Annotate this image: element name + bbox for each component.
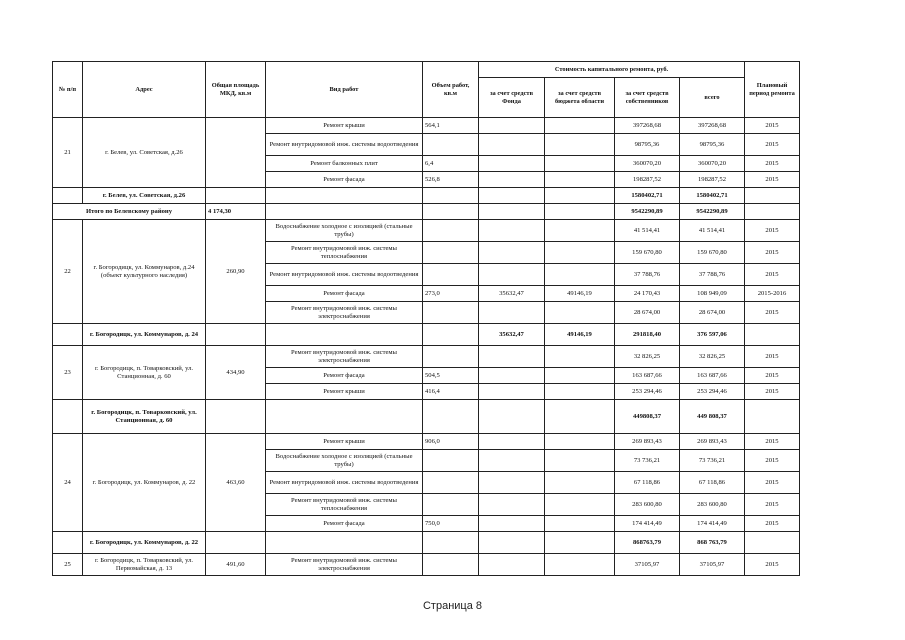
row-period: 2015: [745, 368, 800, 384]
district-total-label: Итого по Белевскому району: [53, 204, 206, 220]
row-period: 2015: [745, 450, 800, 472]
subtotal-owners: 1580402,71: [615, 188, 680, 204]
district-work-blank: [266, 204, 423, 220]
row-period: 2015: [745, 434, 800, 450]
subtotal-num-blank: [53, 400, 83, 434]
row-region: [545, 494, 615, 516]
row-total: 32 826,25: [680, 346, 745, 368]
row-region: [545, 134, 615, 156]
row-owners: 41 514,41: [615, 220, 680, 242]
row-num: 25: [53, 554, 83, 576]
row-fund: [479, 368, 545, 384]
row-volume: [423, 302, 479, 324]
row-address: г. Богородицк, п. Товарковский, ул. Станционная, д. 60: [83, 346, 206, 400]
row-fund: [479, 434, 545, 450]
row-total: 253 294,46: [680, 384, 745, 400]
row-area: 491,60: [206, 554, 266, 576]
subtotal-total: 449 808,37: [680, 400, 745, 434]
row-volume: 526,8: [423, 172, 479, 188]
row-region: [545, 346, 615, 368]
row-period: 2015: [745, 220, 800, 242]
row-owners: 159 670,80: [615, 242, 680, 264]
col-header-region: за счет средств бюджета области: [545, 78, 615, 118]
row-period: 2015: [745, 346, 800, 368]
row-work: Ремонт фасада: [266, 368, 423, 384]
col-header-period: Плановый период ремонта: [745, 62, 800, 118]
subtotal-period: [745, 324, 800, 346]
row-region: [545, 302, 615, 324]
row-work: Ремонт внутридомовой инж. системы водоотведения: [266, 264, 423, 286]
district-fund-blank: [479, 204, 545, 220]
row-total: 269 893,43: [680, 434, 745, 450]
row-owners: 397268,68: [615, 118, 680, 134]
row-owners: 24 170,43: [615, 286, 680, 302]
row-owners: 174 414,49: [615, 516, 680, 532]
header-row: [53, 62, 800, 78]
row-period: 2015: [745, 554, 800, 576]
col-header-num: № п/п: [53, 62, 83, 118]
subtotal-row: [53, 400, 800, 434]
table-row: [53, 434, 800, 450]
subtotal-period: [745, 188, 800, 204]
subtotal-area-blank: [206, 532, 266, 554]
subtotal-num-blank: [53, 532, 83, 554]
row-region: [545, 472, 615, 494]
row-work: Ремонт внутридомовой инж. системы электроснабжения: [266, 346, 423, 368]
subtotal-area-blank: [206, 324, 266, 346]
row-owners: 28 674,00: [615, 302, 680, 324]
district-volume-blank: [423, 204, 479, 220]
row-owners: 37105,97: [615, 554, 680, 576]
row-period: 2015: [745, 156, 800, 172]
row-volume: [423, 554, 479, 576]
row-address: г. Богородицк, ул. Коммунаров, д.24 (объект культурного наследия): [83, 220, 206, 324]
row-area: [206, 118, 266, 188]
subtotal-work-blank: [266, 324, 423, 346]
subtotal-region: [545, 400, 615, 434]
row-address: г. Белев, ул. Советская, д.26: [83, 118, 206, 188]
row-work: Ремонт фасада: [266, 286, 423, 302]
row-region: [545, 156, 615, 172]
subtotal-total: 868 763,79: [680, 532, 745, 554]
row-region: [545, 368, 615, 384]
row-total: 174 414,49: [680, 516, 745, 532]
row-owners: 283 600,80: [615, 494, 680, 516]
row-fund: [479, 220, 545, 242]
row-work: Ремонт крыши: [266, 434, 423, 450]
row-owners: 253 294,46: [615, 384, 680, 400]
subtotal-fund: [479, 532, 545, 554]
row-work: Ремонт внутридомовой инж. системы теплоснабжения: [266, 494, 423, 516]
row-period: 2015: [745, 242, 800, 264]
row-total: 73 736,21: [680, 450, 745, 472]
row-total: 163 687,66: [680, 368, 745, 384]
row-owners: 32 826,25: [615, 346, 680, 368]
row-period: 2015: [745, 494, 800, 516]
row-work: Ремонт внутридомовой инж. системы электроснабжения: [266, 554, 423, 576]
col-header-cost-group: Стоимость капитального ремонта, руб.: [479, 62, 745, 78]
row-total: 283 600,80: [680, 494, 745, 516]
row-region: [545, 434, 615, 450]
row-total: 67 118,86: [680, 472, 745, 494]
row-period: 2015: [745, 134, 800, 156]
subtotal-area-blank: [206, 400, 266, 434]
row-fund: [479, 156, 545, 172]
subtotal-num-blank: [53, 188, 83, 204]
row-owners: 163 687,66: [615, 368, 680, 384]
row-area: 434,90: [206, 346, 266, 400]
row-owners: 360070,20: [615, 156, 680, 172]
row-volume: 6,4: [423, 156, 479, 172]
row-volume: [423, 134, 479, 156]
capital-repair-table-wrapper: [52, 61, 800, 576]
row-owners: 98795,36: [615, 134, 680, 156]
row-total: 37105,97: [680, 554, 745, 576]
col-header-fund: за счет средств Фонда: [479, 78, 545, 118]
row-period: 2015-2016: [745, 286, 800, 302]
row-volume: 416,4: [423, 384, 479, 400]
subtotal-fund: [479, 400, 545, 434]
subtotal-total: 1580402,71: [680, 188, 745, 204]
row-fund: [479, 302, 545, 324]
row-region: [545, 118, 615, 134]
row-owners: 269 893,43: [615, 434, 680, 450]
row-period: 2015: [745, 472, 800, 494]
row-volume: 564,1: [423, 118, 479, 134]
row-region: 49146,19: [545, 286, 615, 302]
row-region: [545, 220, 615, 242]
subtotal-address: г. Богородицк, ул. Коммунаров, д. 24: [83, 324, 206, 346]
row-period: 2015: [745, 384, 800, 400]
row-fund: [479, 472, 545, 494]
row-volume: [423, 264, 479, 286]
row-work: Ремонт балконных плит: [266, 156, 423, 172]
row-region: [545, 516, 615, 532]
row-region: [545, 264, 615, 286]
subtotal-total: 376 597,06: [680, 324, 745, 346]
subtotal-row: [53, 532, 800, 554]
col-header-address: Адрес: [83, 62, 206, 118]
row-work: Водоснабжение холодное с изоляцией (стальные трубы): [266, 220, 423, 242]
row-volume: [423, 220, 479, 242]
row-volume: 750,0: [423, 516, 479, 532]
row-num: 24: [53, 434, 83, 532]
subtotal-volume-blank: [423, 532, 479, 554]
row-fund: [479, 494, 545, 516]
row-fund: [479, 346, 545, 368]
district-region-blank: [545, 204, 615, 220]
district-total-area: 4 174,30: [206, 204, 266, 220]
row-volume: 504,5: [423, 368, 479, 384]
table-row: [53, 118, 800, 134]
row-total: 28 674,00: [680, 302, 745, 324]
row-fund: [479, 516, 545, 532]
row-volume: [423, 346, 479, 368]
subtotal-address: г. Богородицк, ул. Коммунаров, д. 22: [83, 532, 206, 554]
row-period: 2015: [745, 516, 800, 532]
row-region: [545, 450, 615, 472]
table-row: [53, 220, 800, 242]
row-fund: 35632,47: [479, 286, 545, 302]
subtotal-volume-blank: [423, 400, 479, 434]
row-region: [545, 242, 615, 264]
subtotal-region: 49146,19: [545, 324, 615, 346]
row-num: 23: [53, 346, 83, 400]
row-total: 198287,52: [680, 172, 745, 188]
district-total-owners: 9542290,89: [615, 204, 680, 220]
row-owners: 198287,52: [615, 172, 680, 188]
row-work: Ремонт внутридомовой инж. системы электроснабжения: [266, 302, 423, 324]
row-total: 41 514,41: [680, 220, 745, 242]
subtotal-address: г. Белев, ул. Советская, д.26: [83, 188, 206, 204]
page-number: Страница 8: [422, 600, 483, 612]
row-volume: [423, 494, 479, 516]
subtotal-owners: 868763,79: [615, 532, 680, 554]
row-fund: [479, 554, 545, 576]
row-work: Ремонт внутридомовой инж. системы водоотведения: [266, 472, 423, 494]
subtotal-work-blank: [266, 400, 423, 434]
row-work: Ремонт фасада: [266, 516, 423, 532]
row-fund: [479, 384, 545, 400]
row-total: 37 788,76: [680, 264, 745, 286]
row-region: [545, 554, 615, 576]
subtotal-row: [53, 188, 800, 204]
row-volume: [423, 472, 479, 494]
col-header-area: Общая площадь МКД, кв.м: [206, 62, 266, 118]
row-period: 2015: [745, 302, 800, 324]
subtotal-fund: [479, 188, 545, 204]
capital-repair-table: [52, 61, 800, 576]
row-work: Ремонт внутридомовой инж. системы теплоснабжения: [266, 242, 423, 264]
row-owners: 67 118,86: [615, 472, 680, 494]
col-header-work: Вид работ: [266, 62, 423, 118]
subtotal-region: [545, 532, 615, 554]
row-fund: [479, 134, 545, 156]
row-total: 360070,20: [680, 156, 745, 172]
row-area: 463,60: [206, 434, 266, 532]
subtotal-row: [53, 324, 800, 346]
row-total: 108 949,09: [680, 286, 745, 302]
row-fund: [479, 118, 545, 134]
district-total-total: 9542290,89: [680, 204, 745, 220]
row-area: 260,90: [206, 220, 266, 324]
row-region: [545, 172, 615, 188]
row-volume: 906,0: [423, 434, 479, 450]
subtotal-region: [545, 188, 615, 204]
subtotal-period: [745, 532, 800, 554]
subtotal-owners: 291818,40: [615, 324, 680, 346]
row-fund: [479, 172, 545, 188]
table-row: [53, 554, 800, 576]
row-work: Ремонт крыши: [266, 384, 423, 400]
row-total: 159 670,80: [680, 242, 745, 264]
col-header-owners: за счет средств собственников: [615, 78, 680, 118]
row-fund: [479, 450, 545, 472]
subtotal-fund: 35632,47: [479, 324, 545, 346]
subtotal-volume-blank: [423, 324, 479, 346]
subtotal-volume-blank: [423, 188, 479, 204]
row-num: 22: [53, 220, 83, 324]
row-volume: [423, 242, 479, 264]
row-volume: [423, 450, 479, 472]
row-work: Ремонт крыши: [266, 118, 423, 134]
subtotal-owners: 449808,37: [615, 400, 680, 434]
row-period: 2015: [745, 118, 800, 134]
row-address: г. Богородицк, п. Товарковский, ул. Первомайская, д. 13: [83, 554, 206, 576]
row-work: Ремонт внутридомовой инж. системы водоотведения: [266, 134, 423, 156]
subtotal-work-blank: [266, 532, 423, 554]
district-total-row: [53, 204, 800, 220]
row-volume: 273,0: [423, 286, 479, 302]
row-work: Ремонт фасада: [266, 172, 423, 188]
row-num: 21: [53, 118, 83, 188]
row-address: г. Богородицк, ул. Коммунаров, д. 22: [83, 434, 206, 532]
row-fund: [479, 264, 545, 286]
row-owners: 37 788,76: [615, 264, 680, 286]
table-row: [53, 346, 800, 368]
subtotal-area-blank: [206, 188, 266, 204]
row-work: Водоснабжение холодное с изоляцией (стальные трубы): [266, 450, 423, 472]
col-header-total: всего: [680, 78, 745, 118]
row-total: 98795,36: [680, 134, 745, 156]
subtotal-address: г. Богородицк, п. Товарковский, ул. Станционная, д. 60: [83, 400, 206, 434]
row-total: 397268,68: [680, 118, 745, 134]
subtotal-work-blank: [266, 188, 423, 204]
row-owners: 73 736,21: [615, 450, 680, 472]
col-header-volume: Объем работ, кв.м: [423, 62, 479, 118]
subtotal-period: [745, 400, 800, 434]
row-fund: [479, 242, 545, 264]
row-period: 2015: [745, 172, 800, 188]
district-period-blank: [745, 204, 800, 220]
row-period: 2015: [745, 264, 800, 286]
subtotal-num-blank: [53, 324, 83, 346]
row-region: [545, 384, 615, 400]
